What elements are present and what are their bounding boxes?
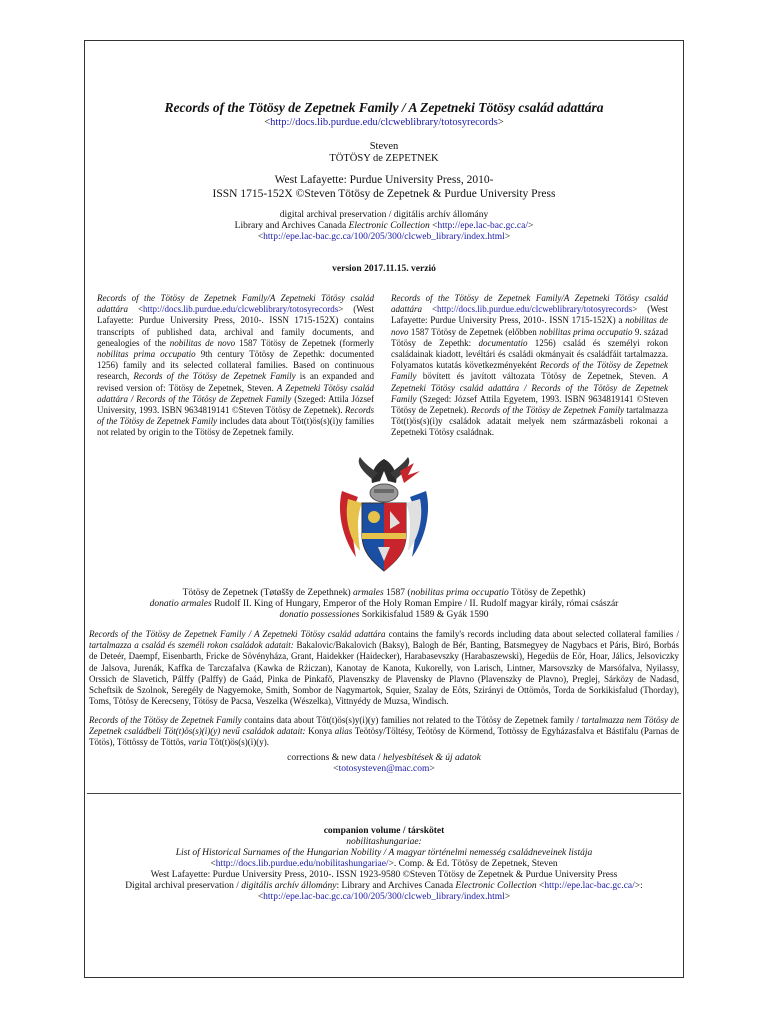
left-col-link[interactable]: http://docs.lib.purdue.edu/clcweblibrary/totosyrecords xyxy=(143,304,339,315)
unrelated-families-paragraph: Records of the Tötösy de Zepetnek Family contains data about Töt(t)ös(s)y(i)(y) families not related to the Tötösy de Zepetnek family / tartalmazza nem Tötösy de Zepetnek családbeli Töt(t)ös(s)(i)(y) nevű családok adatait: Konya alias Teötösy/Töltésy, Teötösy de Körmend, Tottössy de Egyházasfalva et Bástifalu (Parnas de Tötös), Töttössy de Töttös, varia Töt(t)ös(s)(i)(y). xyxy=(89,715,680,748)
author-last: TÖTÖSY de ZEPETNEK xyxy=(329,153,439,164)
companion-lac-link[interactable]: http://epe.lac-bac.gc.ca/ xyxy=(544,881,635,891)
records-link[interactable]: http://docs.lib.purdue.edu/clcweblibrary/totosyrecords xyxy=(270,117,498,128)
title-url-line: <http://docs.lib.purdue.edu/clcweblibrary/totosyrecords> xyxy=(264,117,504,128)
corrections-line: corrections & new data / helyesbítések & új adatok xyxy=(287,753,481,763)
companion-publisher-line: West Lafayette: Purdue University Press, 2010-. ISSN 1923-9580 ©Steven Tötösy de Zepetnek & Purdue University Press xyxy=(150,870,618,880)
crest-caption-line-2: donatio armales Rudolf II. King of Hungary, Emperor of the Holy Roman Empire / II. Rudolf magyar király, római császár xyxy=(149,599,619,609)
section-divider xyxy=(87,793,681,794)
companion-index-line: <http://epe.lac-bac.gc.ca/100/205/300/clcweb_library/index.html> xyxy=(257,892,511,902)
issn-line: ISSN 1715-152X ©Steven Tötösy de Zepetnek & Purdue University Press xyxy=(212,188,556,200)
archival-line-1: digital archival preservation / digitális archív állomány xyxy=(279,210,489,220)
companion-lac-index-link[interactable]: http://epe.lac-bac.gc.ca/100/205/300/clcweb_library/index.html xyxy=(263,892,505,902)
crest-shield xyxy=(362,503,406,571)
crest-caption-line-3: donatio possessiones Sorkikisfalud 1589 & Gyák 1590 xyxy=(279,610,489,620)
lac-index-link[interactable]: http://epe.lac-bac.gc.ca/100/205/300/clcweb_library/index.html xyxy=(263,232,505,242)
crest-eagle xyxy=(359,457,420,483)
author-first: Steven xyxy=(369,141,399,152)
companion-archival-line: Digital archival preservation / digitális archív állomány: Library and Archives Canada Electronic Collection <http://epe.lac-bac.gc.ca/>: xyxy=(125,881,643,891)
version-label: version 2017.11.15. verzió xyxy=(332,264,436,274)
page-title: Records of the Tötösy de Zepetnek Family / A Zepetneki Tötösy család adattára xyxy=(164,100,604,115)
right-col-link[interactable]: http://docs.lib.purdue.edu/clcweblibrary/totosyrecords xyxy=(437,304,633,315)
companion-subtitle: nobilitashungariae: xyxy=(346,837,422,847)
companion-title: List of Historical Surnames of the Hungarian Nobility / A magyar történelmi nemesség családneveinek listája xyxy=(175,848,593,858)
publisher-line: West Lafayette: Purdue University Press, 2010- xyxy=(274,174,494,186)
collateral-families-paragraph: Records of the Tötösy de Zepetnek Family / A Zepetneki Tötösy család adattára contains the family's records including data about selected collateral families / tartalmazza a család és személi rokon családok adatait: Bakalovic/Bakalovich (Baksy), Balogh de Bér, Banting, Batsmegyey de Nagybacs et Páris, Biró, Borbás de Deteér, Daempf, Eisenbarth, Fricke de Sövényháza, Grant, Haidekker (Haidecker), Harabasevszky (Harabaszewski), Hegedüs de Eör, Hoar, Jálics, Jelsoviczky de Jalsova, Jurenák, Kaffka de Tarczafalva (Kawka de Rżiczan), Kanotay de Kanota, Kukorelly, von Larisch, Lintner, Marsovszky de Marsófalva, Nyilassy, Orssich de Slavetich, Pálffy (Palffy) de Gaád, Pinka de Pinkafő, Plavenszky de Plavensky de Plavno (Plavenszky de Plavno), Preglej, Sárközy de Nadasd, Scheftsik de Szolnok, Seregély de Nagyemoke, Smith, Sombor de Nagymartok, Squier, Szalay de Eöts, Szirányi de Ottömös, Torda de Sorkikisfalud (Thorday), Toms, Tötösy de Kerecseny, Tötösy de Pacsa, Veszelka (Wészelka), Vittnyédy de Muzsa, Windisch. xyxy=(89,629,680,707)
lac-link[interactable]: http://epe.lac-bac.gc.ca/ xyxy=(437,221,528,231)
coat-of-arms-icon xyxy=(334,453,434,578)
archival-line-3: <http://epe.lac-bac.gc.ca/100/205/300/clcweb_library/index.html> xyxy=(257,232,511,242)
crest-caption-line-1: Tötösy de Zepetnek (Tøtøššy de Zepethnek) armales 1587 (nobilitas prima occupatio Tötösy de Zepethk) xyxy=(182,588,586,598)
companion-url-line: <http://docs.lib.purdue.edu/nobilitashungariae/>. Comp. & Ed. Tötösy de Zepetnek, Steven xyxy=(210,859,558,869)
email-link[interactable]: totosysteven@mac.com xyxy=(338,764,430,774)
left-column-en: Records of the Tötösy de Zepetnek Family/A Zepetneki Tötösy család adattára <http://docs.lib.purdue.edu/clcweblibrary/totosyrecords> (West Lafayette: Purdue University Press, 2010-. ISSN 1715-152X) contains transcripts of published data, archival and family documents, and genealogies of the nobilitas de novo 1587 Tötösy de Zepetnek (formerly nobilitas prima occupatio 9th century Tötösy de Zepethk: documented 1256) family and its selected collateral families. Based on continuous research, Records of the Tötösy de Zepetnek Family is an expanded and revised version of: Tötösy de Zepetnek, Steven. A Zepetneki Tötösy család adattára / Records of the Tötösy de Zepetnek Family (Szeged: Attila József University, 1993. ISBN 9634819141 ©Steven Tötösy de Zepetnek). Records of the Tötösy de Zepetnek Family includes data about Töt(t)ös(s)(i)y families not related by origin to the Tötösy de Zepetnek family. xyxy=(97,293,375,438)
corrections-email-line: <totosysteven@mac.com> xyxy=(333,764,435,774)
crest-helmet xyxy=(370,484,398,502)
right-column-hu: Records of the Tötösy de Zepetnek Family/A Zepetneki Tötösy család adattára <http://docs.lib.purdue.edu/clcweblibrary/totosyrecords> (West Lafayette: Purdue University Press, 2010-. ISSN 1715-152X) a nobilitas de novo 1587 Tötösy de Zepetnek (előbben nobilitas prima occupatio 9. század Tötösy de Zepethk: documentatio 1256) család és személyi rokon családainak kiadott, levéltári és családi okmányait és családfáit tartalmazza. Folyamatos kutatás következményeként Records of the Tötösy de Zepetnek Family bövített és javított változata Tötösy de Zepetnek, Steven. A Zepetneki Tötösy család adattára / Records of the Tötösy de Zepetnek Family (Szeged: József Attila Egyetem, 1993. ISBN 9634819141 ©Steven Tötösy de Zepetnek). Records of the Tötösy de Zepetnek Family tartalmazza Töt(t)ös(s)(i)y családok adatait melyek nem származásbeli rokonai a Zepetneki Tötösy családnak. xyxy=(391,293,669,438)
archival-line-2: Library and Archives Canada Electronic Collection <http://epe.lac-bac.gc.ca/> xyxy=(234,221,534,231)
companion-heading: companion volume / társkötet xyxy=(323,826,445,836)
nobilitas-link[interactable]: http://docs.lib.purdue.edu/nobilitashungariae/ xyxy=(215,859,389,869)
